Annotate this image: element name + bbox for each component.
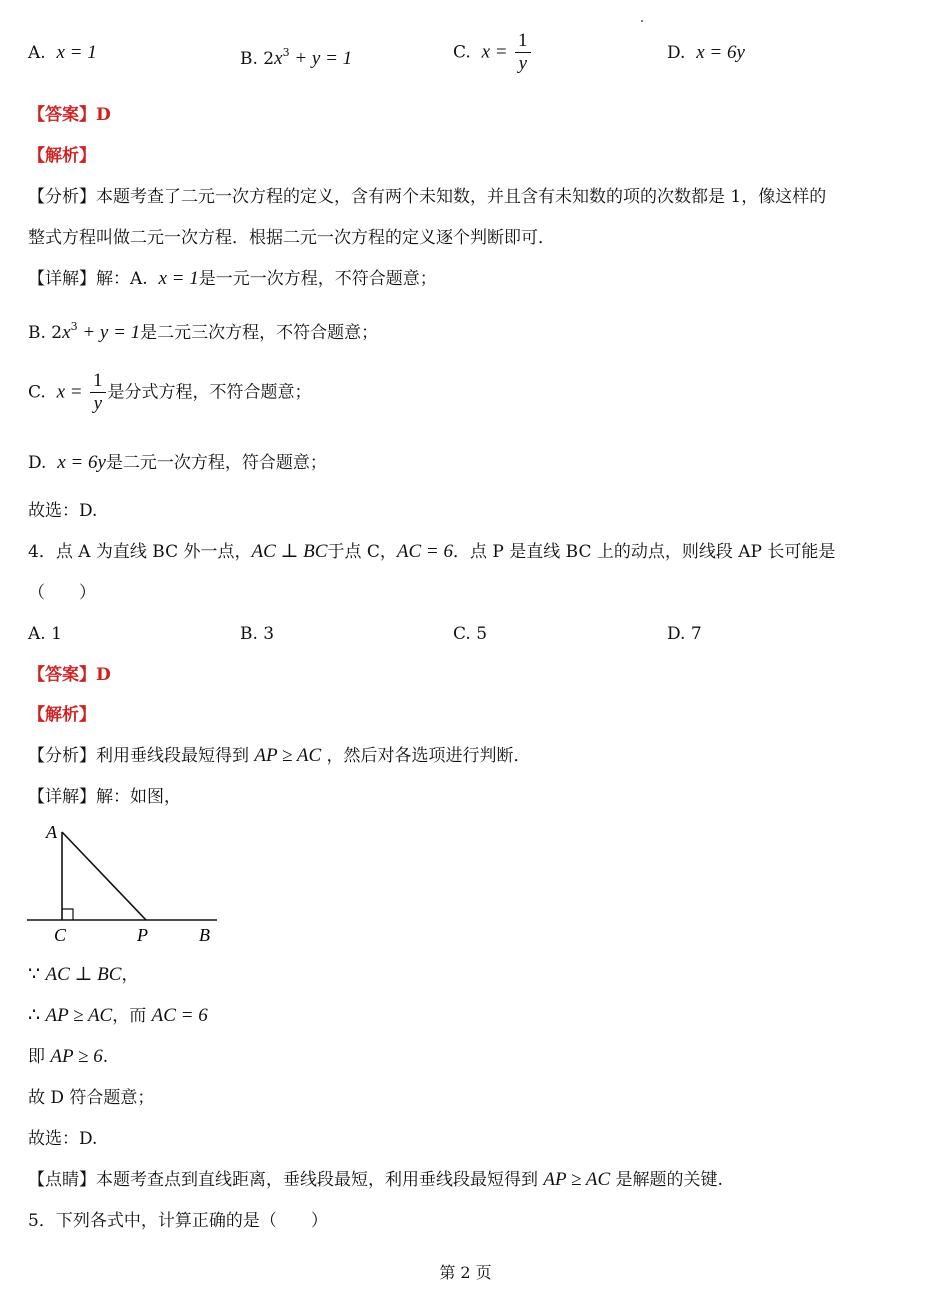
q4-comment: 【点睛】本题考查点到直线距离，垂线段最短，利用垂线段最短得到 AP ≥ AC 是解题的关键. <box>28 1169 723 1190</box>
q5-stem: 5．下列各式中，计算正确的是（ ） <box>28 1211 328 1231</box>
geometry-figure <box>24 822 224 951</box>
q3-choose: 故选：D. <box>28 501 98 521</box>
q4-choose: 故选：D. <box>28 1129 98 1149</box>
perpendicular-diagram <box>24 822 224 947</box>
q4-option-d: D. 7 <box>667 624 702 644</box>
q4-detail: 【详解】解：如图， <box>28 787 181 807</box>
q3-detail-c: C. x = $\frac{1}{y}$ 是分式方程，不符合题意； <box>28 370 312 414</box>
label-b: B <box>199 925 210 945</box>
q3-option-c: C. x = $\frac{1}{y}$ <box>453 30 533 75</box>
q3-detail-a: 【详解】解：A. x = 1是一元一次方程，不符合题意； <box>28 268 437 289</box>
q3-option-d: D. x = 6y <box>667 42 745 63</box>
q3-analysis-heading: 【解析】 <box>28 146 96 166</box>
q4-analysis-heading: 【解析】 <box>28 705 96 725</box>
segment-ap <box>62 832 146 920</box>
scan-speck <box>641 20 643 22</box>
q3-option-b: B. $2x^3 + y = 1$ <box>240 46 353 69</box>
q4-ji: 即 AP ≥ 6. <box>28 1046 109 1067</box>
q4-stem-paren: （ ） <box>28 583 96 603</box>
label-c: C <box>54 925 67 945</box>
q4-answer: 【答案】D <box>28 665 111 685</box>
q4-option-c: C. 5 <box>453 624 488 644</box>
q4-stem: 4．点 A 为直线 BC 外一点，AC ⊥ BC于点 C，AC = 6．点 P 是直线 BC 上的动点，则线段 AP 长可能是 <box>28 541 836 562</box>
q3-detail-b: B. $2x^3 + y = 1$是二元三次方程，不符合题意； <box>28 320 379 343</box>
q4-therefore: ∴ AP ≥ AC，而 AC = 6 <box>28 1005 208 1026</box>
q3-analysis-line-1: 【分析】本题考查了二元一次方程的定义，含有两个未知数，并且含有未知数的项的次数都是 1，像这样的 <box>28 187 827 207</box>
q3-answer: 【答案】D <box>28 105 111 125</box>
q4-option-b: B. 3 <box>240 624 275 644</box>
q3-detail-d: D. x = 6y是二元一次方程，符合题意； <box>28 452 327 473</box>
q4-analysis: 【分析】利用垂线段最短得到 AP ≥ AC ，然后对各选项进行判断． <box>28 745 531 766</box>
q4-gu: 故 D 符合题意； <box>28 1088 155 1108</box>
q4-because: ∵ AC ⊥ BC， <box>28 964 139 985</box>
right-angle-mark <box>62 909 73 920</box>
page-number: 第 2 页 <box>439 1263 492 1282</box>
q3-analysis-line-2: 整式方程叫做二元一次方程．根据二元一次方程的定义逐个判断即可． <box>28 228 555 248</box>
q4-option-a: A. 1 <box>28 624 62 644</box>
q3-option-a: A. x = 1 <box>28 42 97 63</box>
label-p: P <box>137 925 148 945</box>
label-a: A <box>46 822 57 842</box>
